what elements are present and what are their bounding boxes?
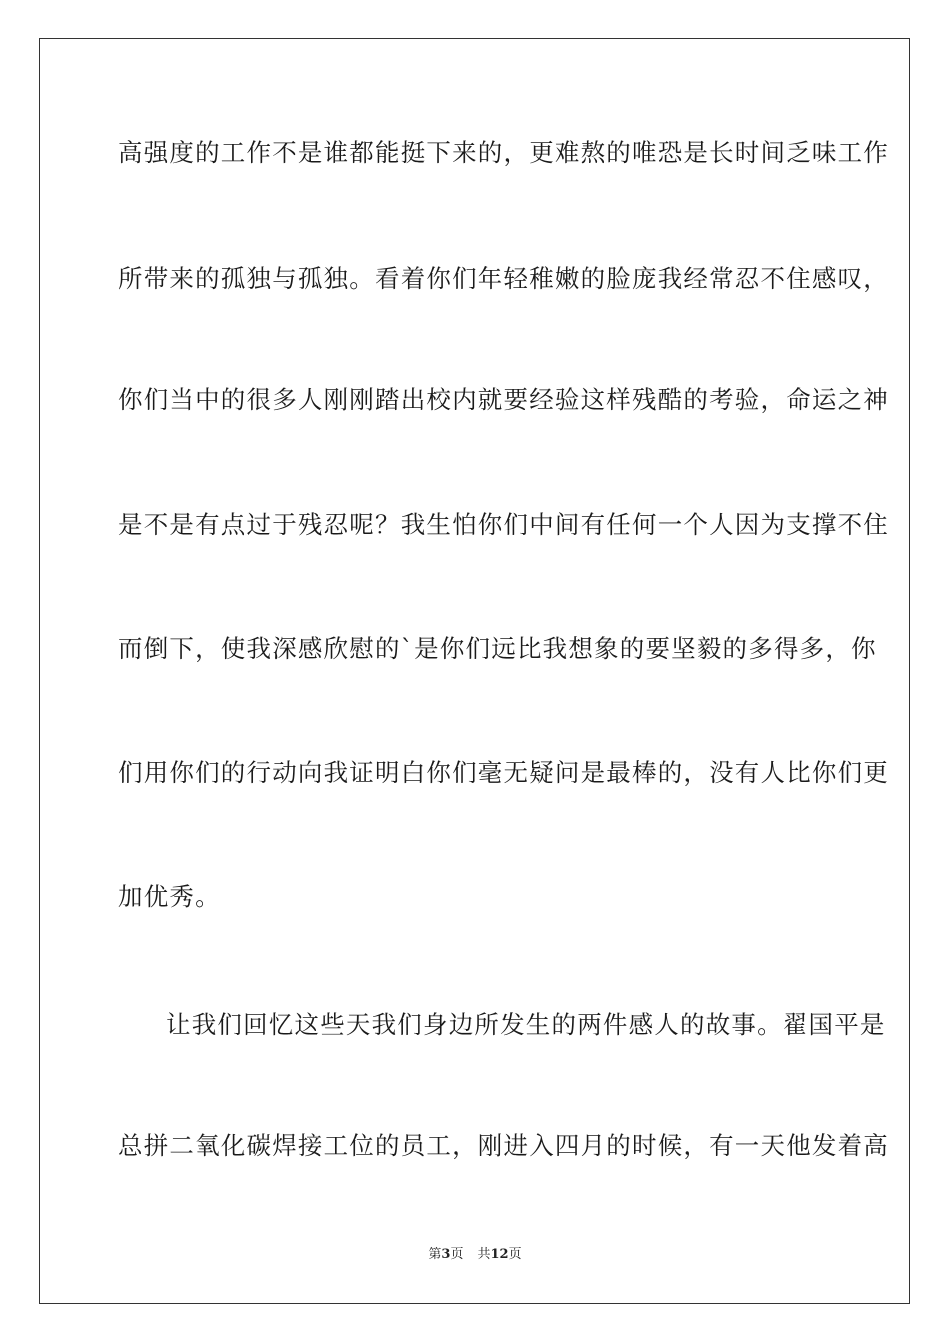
body-line-8-text: 让我们回忆这些天我们身边所发生的两件感人的故事。翟国平是 bbox=[166, 1010, 886, 1039]
total-prefix: 共 bbox=[477, 1247, 491, 1262]
body-line-5: 而倒下，使我深感欣慰的`是你们远比我想象的要坚毅的多得多，你 bbox=[118, 634, 877, 663]
page-prefix: 第 bbox=[428, 1247, 442, 1262]
body-line-7: 加优秀。 bbox=[118, 882, 221, 911]
page-suffix: 页 bbox=[450, 1247, 464, 1262]
total-suffix: 页 bbox=[508, 1247, 522, 1262]
body-line-4: 是不是有点过于残忍呢？我生怕你们中间有任何一个人因为支撑不住 bbox=[118, 510, 889, 539]
page-current-number: 3 bbox=[441, 1247, 451, 1262]
body-line-8 bbox=[118, 1010, 886, 1040]
body-line-2: 所带来的孤独与孤独。看着你们年轻稚嫩的脸庞我经常忍不住感叹， bbox=[118, 264, 889, 293]
body-line-3: 你们当中的很多人刚刚踏出校内就要经验这样残酷的考验，命运之神 bbox=[118, 385, 889, 414]
page-total-number: 12 bbox=[490, 1247, 509, 1262]
page-footer bbox=[0, 1246, 950, 1264]
page-border bbox=[39, 38, 910, 1304]
body-line-6: 们用你们的行动向我证明白你们毫无疑问是最棒的，没有人比你们更 bbox=[118, 758, 889, 787]
body-line-1: 高强度的工作不是谁都能挺下来的，更难熬的唯恐是长时间乏味工作 bbox=[118, 138, 889, 167]
body-line-9: 总拼二氧化碳焊接工位的员工，刚进入四月的时候，有一天他发着高 bbox=[118, 1131, 889, 1160]
